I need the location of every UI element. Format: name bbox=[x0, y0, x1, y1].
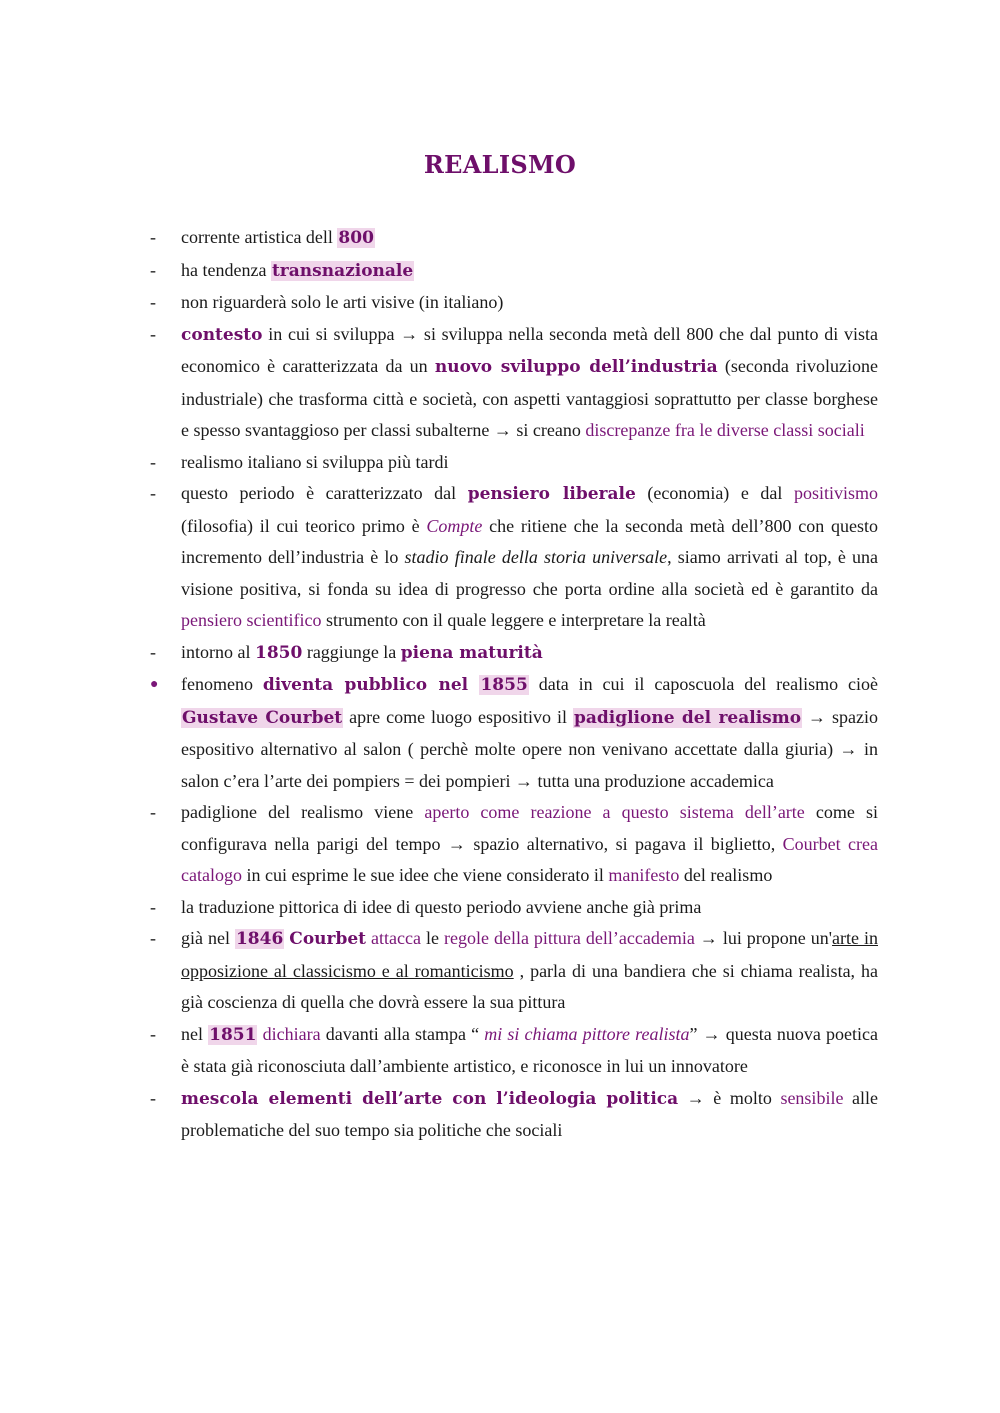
emphasis-text: 800 bbox=[338, 228, 374, 248]
bullet-dash: - bbox=[150, 323, 156, 344]
body-text: data in cui il caposcuola del realismo cioè bbox=[528, 674, 879, 694]
emphasis-text: diventa pubblico nel bbox=[262, 675, 480, 695]
body-text: raggiunge la bbox=[302, 641, 401, 662]
body-text: in cui esprime le sue idee che viene considerato il bbox=[241, 865, 609, 885]
list-item bbox=[150, 923, 878, 1019]
body-text: le bbox=[421, 928, 444, 948]
list-item bbox=[150, 797, 878, 892]
emphasis-text: 1855 bbox=[480, 675, 528, 695]
bullet-dash: - bbox=[150, 928, 156, 948]
bullet-dash: - bbox=[150, 1087, 156, 1108]
body-text: (economia) e dal bbox=[635, 483, 794, 503]
body-text: corrente artistica dell bbox=[181, 227, 338, 247]
emphasis-text: discrepanze fra le diverse classi sociali bbox=[585, 420, 865, 440]
list-item bbox=[150, 892, 878, 924]
bullet-dash: - bbox=[150, 802, 156, 822]
emphasis-text: arte in opposizione al classicismo e al romanticismo bbox=[181, 928, 878, 981]
body-text: nel bbox=[181, 1023, 209, 1044]
emphasis-text: sensibile bbox=[780, 1087, 844, 1108]
body-text: che ritiene che la seconda metà dell’800 con questo incremento dell’industria è lo bbox=[181, 515, 878, 567]
bullet-dash: - bbox=[150, 451, 156, 472]
body-text: apre come luogo espositivo il bbox=[343, 706, 573, 727]
body-text: del realismo bbox=[679, 865, 773, 885]
emphasis-text: transnazionale bbox=[271, 260, 414, 281]
list-item bbox=[150, 319, 878, 447]
emphasis-text: pensiero scientifico bbox=[181, 610, 322, 630]
bullet-dot-icon: ● bbox=[150, 677, 159, 692]
emphasis-text: mi si chiama pittore realista bbox=[484, 1023, 690, 1044]
bullet-dash: - bbox=[150, 896, 156, 917]
body-text: → lui propone un' bbox=[694, 928, 833, 948]
body-text: ha tendenza bbox=[181, 259, 271, 280]
emphasis-text: nuovo sviluppo dell’industria bbox=[434, 357, 718, 377]
body-text: → è molto bbox=[678, 1087, 781, 1108]
body-text: , siamo arrivati al top, è una visione positiva, si fonda su idea di progresso che porta ordine alla società ed è garantito da bbox=[181, 547, 878, 599]
body-text: alle problematiche del suo tempo sia politiche che sociali bbox=[181, 1087, 878, 1140]
body-text: non riguarderà solo le arti visive (in italiano) bbox=[181, 292, 504, 312]
emphasis-text: manifesto bbox=[608, 865, 680, 885]
emphasis-text: aperto come reazione a questo sistema dell’arte bbox=[424, 802, 805, 822]
page-title: REALISMO bbox=[423, 150, 577, 179]
body-text: come si configurava nella parigi del tempo → spazio alternativo, si pagava il biglietto, bbox=[181, 802, 878, 854]
list-item bbox=[150, 478, 878, 637]
body-text: già nel bbox=[181, 928, 235, 948]
bullet-dash: - bbox=[150, 483, 156, 503]
emphasis-text: stadio finale della storia universale bbox=[404, 547, 668, 567]
list-item bbox=[150, 1019, 878, 1083]
emphasis-text: padiglione del realismo bbox=[573, 707, 802, 728]
emphasis-text: contesto bbox=[181, 324, 263, 345]
body-text: la traduzione pittorica di idee di questo periodo avviene anche già prima bbox=[181, 896, 702, 917]
emphasis-text: 1846 bbox=[235, 929, 284, 949]
list-item bbox=[150, 287, 878, 319]
emphasis-text: piena maturità bbox=[400, 642, 543, 663]
body-text: in cui si sviluppa → si sviluppa nella seconda metà dell 800 che dal punto di vista economico è caratterizzata da un bbox=[181, 323, 878, 376]
list-item bbox=[150, 222, 878, 255]
body-text: fenomeno bbox=[181, 674, 263, 694]
emphasis-text: Gustave Courbet bbox=[182, 707, 343, 728]
body-text: (seconda rivoluzione industriale) che trasforma città e società, con aspetti vantaggiosi soprattutto per classe borghese e spesso svantaggioso per classi subalterne → si creano bbox=[181, 356, 879, 440]
body-text: strumento con il quale leggere e interpretare la realtà bbox=[321, 610, 706, 630]
emphasis-text: Courbet bbox=[289, 929, 367, 949]
list-item bbox=[150, 255, 878, 288]
bullet-dash: - bbox=[150, 227, 156, 247]
emphasis-text: Compte bbox=[426, 515, 483, 536]
emphasis-text: 1850 bbox=[255, 642, 303, 663]
emphasis-text: positivismo bbox=[793, 483, 878, 503]
body-text: intorno al bbox=[181, 641, 255, 662]
body-text: realismo italiano si sviluppa più tardi bbox=[181, 451, 449, 472]
emphasis-text: attacca bbox=[371, 928, 421, 948]
emphasis-text: 1851 bbox=[209, 1024, 257, 1045]
emphasis-text: regole della pittura dell’accademia bbox=[443, 928, 695, 948]
notes-list bbox=[150, 222, 878, 1147]
emphasis-text: dichiara bbox=[262, 1023, 321, 1044]
list-item bbox=[150, 447, 878, 479]
body-text: padiglione del realismo viene bbox=[181, 802, 425, 822]
list-item bbox=[150, 637, 878, 670]
emphasis-text: mescola elementi dell’arte con l’ideologia politica bbox=[181, 1088, 679, 1109]
bullet-dash: - bbox=[150, 1023, 156, 1044]
emphasis-text: Courbet crea catalogo bbox=[181, 833, 879, 885]
body-text: ” → questa nuova poetica è stata già riconosciuta dall’ambiente artistico, e riconosce in lui un innovatore bbox=[181, 1023, 878, 1076]
body-text: → spazio espositivo alternativo al salon ( perchè molte opere non venivano accettate dalla giuria) → in salon c’era l’arte dei pompiers = dei pompieri → tutta una produzione accademica bbox=[181, 706, 878, 791]
bullet-dash: - bbox=[150, 641, 156, 662]
bullet-dash: - bbox=[150, 259, 156, 280]
bullet-dash: - bbox=[150, 292, 156, 312]
list-item bbox=[150, 1083, 878, 1147]
emphasis-text: pensiero liberale bbox=[467, 484, 636, 504]
body-text: questo periodo è caratterizzato dal bbox=[181, 483, 468, 503]
list-item bbox=[150, 669, 878, 797]
body-text: , parla di una bandiera che si chiama realista, ha già coscienza di quella che dovrà essere la sua pittura bbox=[181, 960, 878, 1012]
body-text: davanti alla stampa “ bbox=[320, 1023, 485, 1044]
body-text: (filosofia) il cui teorico primo è bbox=[181, 515, 427, 536]
